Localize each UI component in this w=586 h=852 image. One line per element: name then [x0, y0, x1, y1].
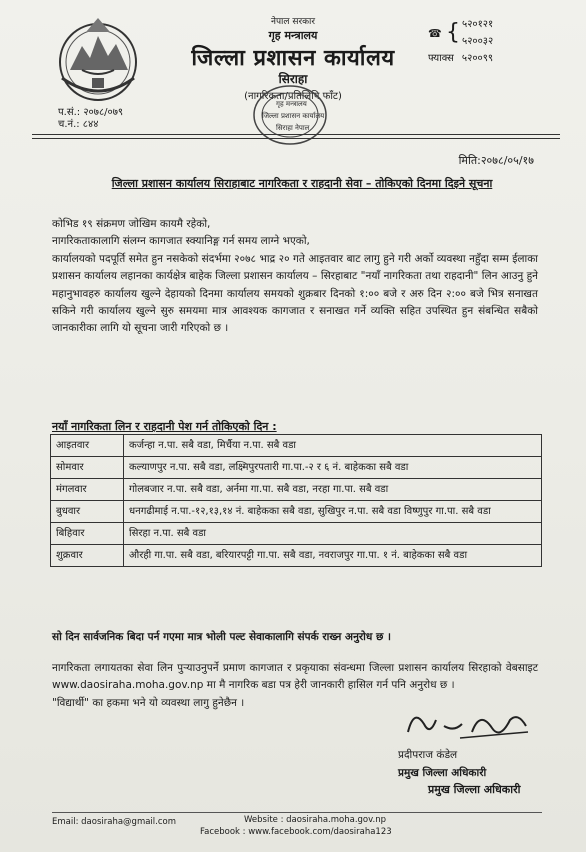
phone-number-2: ५२००३२ — [462, 36, 494, 47]
student-note: "विद्यार्थी" का हकमा भने यो व्यवस्था लागु हुनेछैन । — [52, 696, 245, 709]
footer-website: Website : daosiraha.moha.gov.np — [244, 815, 386, 825]
schedule-areas: औरही गा.पा. सबै वडा, बरियारपट्टी गा.पा. सबै वडा, नवराजपुर गा.पा. १ नं. बाहेकका सबै वडा — [124, 545, 542, 567]
office-name: जिल्ला प्रशासन कार्यालय — [191, 46, 395, 71]
ministry-name: गृह मन्त्रालय — [268, 29, 318, 42]
contact-block: ☎ { ५२०१२१ ५२००३२ फ्याक्स ५२००९९ — [428, 16, 493, 67]
fax-number: ५२००९९ — [461, 53, 494, 64]
phone-icon: ☎ — [428, 26, 442, 40]
signature-icon — [400, 702, 540, 748]
schedule-day: बिहिवार — [51, 523, 124, 545]
notice-body — [52, 216, 538, 338]
body-line: कोभिड १९ संक्रमण जोखिम कायमै रहेको, — [52, 218, 211, 230]
schedule-day: आइतवार — [51, 435, 124, 457]
office-section: (नागरिकता/प्रतिलिपि फाँट) — [244, 91, 342, 102]
body-line: नागरिकताकालागि संलग्न कागजात स्क्यानिङ्ग गर्न समय लाग्ने भएको, — [52, 235, 310, 248]
holiday-note: सो दिन सार्वजनिक बिदा पर्न गएमा मात्र भोली पल्ट सेवाकालागि संपर्क राख्न अनुरोध छ । — [52, 631, 392, 643]
signatory-name: प्रदीपराज कंडेल — [398, 749, 458, 761]
table-row — [51, 457, 542, 479]
fax-label: फ्याक्स — [428, 53, 454, 64]
footer-email: Email: daosiraha@gmail.com — [52, 817, 177, 827]
schedule-areas: सिरहा न.पा. सबै वडा — [124, 523, 542, 545]
stamp-text-ministry: गृह मन्त्रालय — [276, 100, 307, 108]
body-paragraph: कार्यालयको पदपूर्ति समेत हुन नसकेको संदर्भमा २०७८ भाद्र २० गते आइतवार बाट लागु हुने गरी अर्को व्यवस्था नहुँदा सम्म ईलाका प्रशासन कार्यालय लहानका कार्यक्षेत्र बाहेक जिल्ला प्रशासन कार्यालय – सिरहाबाट "नयाँ नागरिकता तथा राहदानी" लिन आउनु हुने महानुभावहरु कार्यालय खुल्ने देहायको दिनमा कार्यालय समयको शुक्रबार दिनको १:०० बजे र अरु दिन २:०० बजे भित्र सनाखत सकिने गरी कार्यालय खुल्ने सुरु समयमा मात्र आवश्यक कागजात र सनाखत गर्ने व्यक्ति सहित उपस्थित हुन संबन्धित सबैको जानकारीका लागि यो सूचना जारी गरिएको छ । — [52, 252, 538, 335]
schedule-day: शुक्रवार — [51, 545, 124, 567]
phone-number-1: ५२०१२१ — [462, 19, 494, 30]
schedule-areas: गोलबजार न.पा. सबै वडा, अर्नमा गा.पा. सबै वडा, नरहा गा.पा. सबै वडा — [124, 479, 542, 501]
footer-divider — [52, 812, 542, 813]
footer-facebook: Facebook : www.facebook.com/daosiraha123 — [200, 827, 392, 837]
government-name: नेपाल सरकार — [270, 17, 316, 27]
schedule-day: मंगलवार — [51, 479, 124, 501]
notice-date: मिति:२०७८/०५/१७ — [458, 154, 534, 167]
schedule-areas: कल्याणपुर न.पा. सबै वडा, लक्ष्मिपुरपतारी गा.पा.-२ र ६ नं. बाहेकका सबै वडा — [124, 457, 542, 479]
table-row — [51, 435, 542, 457]
table-row — [51, 479, 542, 501]
dispatch-number: च.नं.: ८४४ — [58, 119, 99, 130]
schedule-areas: कर्जन्हा न.पा. सबै वडा, मिर्चैया न.पा. सबै वडा — [124, 435, 542, 457]
website-note: नागरिकता लगायतका सेवा लिन पुऱ्याउनुपर्ने प्रमाण कागजात र प्रकृयाका संवन्धमा जिल्ला प्रशासन कार्यालय सिरहाको वेबसाइट www.daosiraha.moha.gov.np मा मै नागरिक बडा पत्र हेरी जानकारी हासिल गर्न पनि अनुरोध छ । — [52, 662, 538, 692]
table-row — [51, 523, 542, 545]
signatory-title: प्रमुख जिल्ला अधिकारी — [398, 767, 487, 779]
office-place: सिराहा — [278, 72, 308, 86]
schedule-day: सोमवार — [51, 457, 124, 479]
stamp-text-place: सिराहा नेपाल — [276, 124, 310, 132]
schedule-title: नयाँ नागरिकता लिन र राहदानी पेश गर्न तोकिएको दिन : — [52, 420, 277, 433]
schedule-day: बुधवार — [51, 501, 124, 523]
schedule-areas: धनगढीमाई न.पा.-१२,१३,१४ नं. बाहेकका सबै वडा, सुखिपुर न.पा. सबै वडा विष्णुपुर गा.पा. सबै वडा — [124, 501, 542, 523]
schedule-table — [50, 434, 542, 567]
table-row — [51, 545, 542, 567]
table-row — [51, 501, 542, 523]
reference-number: प.सं.: २०७८/०७९ — [58, 107, 124, 118]
header-divider — [32, 138, 560, 139]
notice-subject: जिल्ला प्रशासन कार्यालय सिराहाबाट नागरिकता र राहदानी सेवा – तोकिएको दिनमा दिइने सूचना — [111, 177, 493, 190]
header-divider — [32, 134, 560, 135]
stamp-text-office: जिल्ला प्रशासन कार्यालय — [262, 112, 325, 120]
signatory-stamp: प्रमुख जिल्ला अधिकारी — [428, 783, 521, 796]
